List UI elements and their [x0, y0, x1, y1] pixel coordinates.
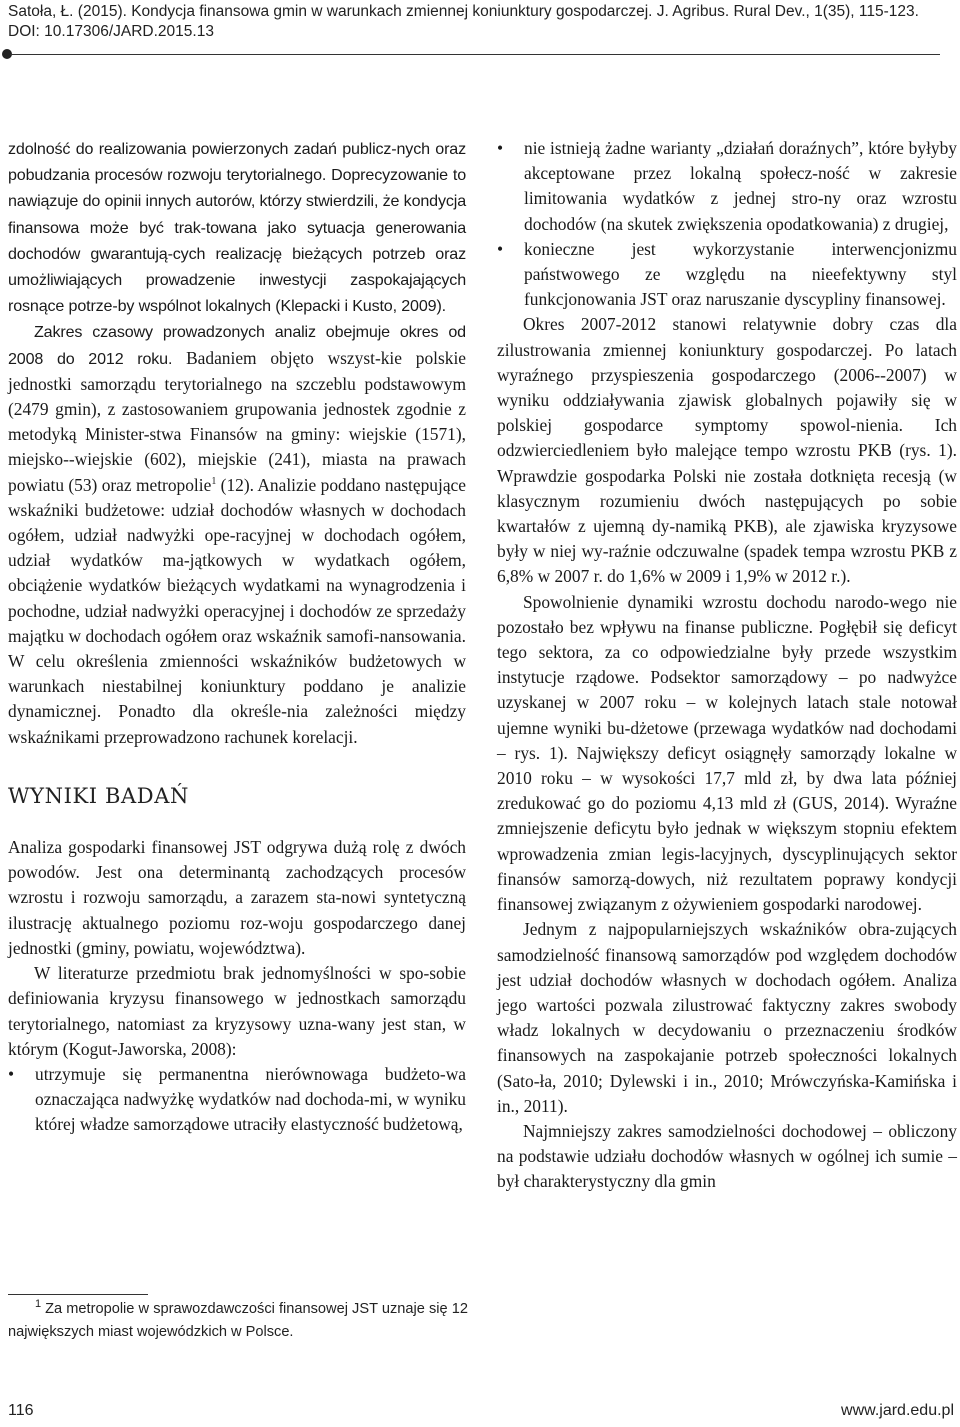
- bullet-icon: •: [497, 138, 504, 158]
- doi-line: DOI: 10.17306/JARD.2015.13: [8, 23, 214, 40]
- left-column: [8, 136, 466, 1138]
- list-item: • konieczne jest wykorzystanie interwencjonizmu państwowego ze względu na nieefektywny styl funkcjonowania JST oraz naruszanie dyscypliny finansowej.: [497, 238, 957, 310]
- crisis-criteria-list-continued: [497, 136, 957, 312]
- paragraph-condition-definition: zdolność do realizowania powierzonych zadań publicz-nych oraz pobudzania procesów rozwoju terytorialnego. Doprecyzowanie to nawiązuje do opinii innych autorów, którzy stwierdzili, że kondycja finansowa może być trak-towana jako sytuacja generowania dochodów gwarantują-cych realizację bieżących potrzeb oraz umożliwiających prowadzenie inwestycji zaspokajających rosnące potrze-by wspólnot lokalnych (Klepacki i Kusto, 2009).: [8, 140, 466, 316]
- page-number: 116: [8, 1402, 34, 1419]
- footnote: [8, 1298, 468, 1344]
- footnote-number: 1: [35, 1298, 42, 1311]
- list-item: • utrzymuje się permanentna nierównowaga budżeto-wa oznaczająca nadwyżkę wydatków nad dochoda-mi, w wyniku której władze samorządowe utraciły elastyczność budżetową,: [8, 1063, 466, 1135]
- bullet-icon: •: [8, 1063, 15, 1084]
- right-column: [497, 136, 957, 1195]
- paragraph-scope: Zakres czasowy prowadzonych analiz obejmuje okres od 2008 do 2012 roku. Badaniem objęto wszyst-kie polskie jednostki samorządu terytorialnego na szczeblu podstawowym (2479 gmin), z zastosowaniem grupowania jednostek zgodnie z metodyką Minister-stwa Finansów na gminy: wiejskie (1571), miejsko--wiejskie (602), miejskie (241), miasta na prawach powiatu (53) oraz metropolie$^1$ (12). Analizie poddano następujące wskaźniki budżetowe: udział dochodów własnych w dochodach ogółem, udział nadwyżki ope-racyjnej w dochodach ogółem, udział wydatków ma-jątkowych w wydatkach ogółem, obciążenie wydatków bieżących wydatkami na wynagrodzenia i pochodne, udział nadwyżki operacyjnej i dochodów ze sprzedaży majątku w dochodach ogółem oraz wskaźnik samofi-nansowania. W celu określenia zmienności wskaźników budżetowych w warunkach niestabilnej koniunktury poddano je analizie dynamicznej. Ponadto dla określe-nia zależności między wskaźnikami przeprowadzono rachunek korelacji.: [8, 323, 466, 747]
- header-rule: [10, 54, 940, 55]
- citation-line: Satoła, Ł. (2015). Kondycja finansowa gmin w warunkach zmiennej koniunktury gospodarczej. J. Agribus. Rural Dev., 1(35), 115-123.: [8, 3, 919, 20]
- crisis-criteria-list: [8, 1062, 466, 1138]
- footnote-rule: [8, 1294, 148, 1295]
- paragraph-smallest-scope: Najmniejszy zakres samodzielności dochodowej – obliczony na podstawie udziału dochodów własnych w ogólnej ich sumie – był charakterystyczny dla gmin: [497, 1120, 957, 1192]
- list-item: • nie istnieją żadne warianty „działań doraźnych”, które byłyby akceptowane przez lokalną społecz-ność w zakresie limitowania wydatków z jednej stro-ny oraz wzrostu dochodów (na skutek zwiększenia opodatkowania) z drugiej,: [497, 138, 957, 234]
- paragraph-own-revenue: Jednym z najpopularniejszych wskaźników obra-zujących samodzielność finansową samorządów pod względem dochodów jest udział dochodów własnych w dochodach ogółem. Analiza jego wartości pozwala zilustrować faktyczny zakres swobody władz lokalnych w decydowaniu o przeznaczeniu środków finansowych na zaspokajanie potrzeb społeczności lokalnych (Sato-ła, 2010; Dylewski i in., 2010; Mrówczyńska-Kamińska i in., 2011).: [497, 919, 957, 1116]
- website-link[interactable]: www.jard.edu.pl: [841, 1402, 954, 1419]
- citation-header: [8, 2, 952, 42]
- paragraph-economic-period: Okres 2007-2012 stanowi relatywnie dobry czas dla zilustrowania zmiennej koniunktury gospodarczej. Po latach wyraźnego przyspieszenia gospodarczego (2006--2007) w wyniku oddziaływania zjawisk globalnych pojawiły się w polskiej gospodarce symptomy spowol-nienia. Ich odzwierciedleniem było malejące tempo wzrostu PKB (rys. 1). Wprawdzie gospodarka Polski nie została dotknięta recesją (w klasycznym rozumieniu dwóch następujących po sobie kwartałów z ujemną dy-namiką PKB), ale zjawiska kryzysowe były w niej wy-raźnie odczuwalne (spadek tempa wzrostu PKB z 6,8% w 2007 r. do 1,6% w 2009 i 1,9% w 2012 r.).: [497, 314, 957, 587]
- bullet-icon: •: [497, 238, 504, 259]
- paragraph-literature: W literaturze przedmiotu brak jednomyślności w spo-sobie definiowania kryzysu finansowego w jednostkach samorządu terytorialnego, natomiast za kryzysowy uzna-wany jest stan, w którym (Kogut-Jaworska, 2008):: [8, 963, 466, 1059]
- footnote-text: Za metropolie w sprawozdawczości finansowej JST uznaje się 12 największych miast wojewódzkich w Polsce.: [8, 1301, 468, 1340]
- paragraph-analysis: Analiza gospodarki finansowej JST odgrywa dużą rolę z dwóch powodów. Jest ona determinantą zachodzących procesów wzrostu i rozwoju samorządu, a zarazem sta-nowi syntetyczną ilustrację aktualnego poziomu roz-woju gospodarczego danej jednostki (gminy, powiatu, województwa).: [8, 837, 466, 958]
- paragraph-deficit: Spowolnienie dynamiki wzrostu dochodu narodo-wego nie pozostało bez wpływu na finanse publiczne. Pogłębił się deficyt tego sektora, za co odpowiedzialne były przede wszystkim instytucje rządowe. Podsektor samorządowy – po nadwyżce uzyskanej w 2007 roku – w kolejnych latach stale notował ujemne wyniki bu-dżetowe (przewaga wydatków nad dochodami – rys. 1). Największy deficyt osiągnęły samorządy lokalne w 2010 roku – w wysokości 17,7 mld zł, by dwa lata później zredukować go do poziomu 4,13 mld zł (GUS, 2014). Wyraźne zmniejszenie deficytu było jednak w większym stopniu efektem wprowadzenia zmian legis-lacyjnych, dyscyplinujących sektor finansów samorzą-dowych, niż rezultatem poprawy kondycji finansowej związanym z ożywieniem gospodarki narodowej.: [497, 591, 957, 915]
- section-heading: WYNIKI BADAŃ: [8, 783, 189, 808]
- footnote-ref: 1: [211, 475, 217, 487]
